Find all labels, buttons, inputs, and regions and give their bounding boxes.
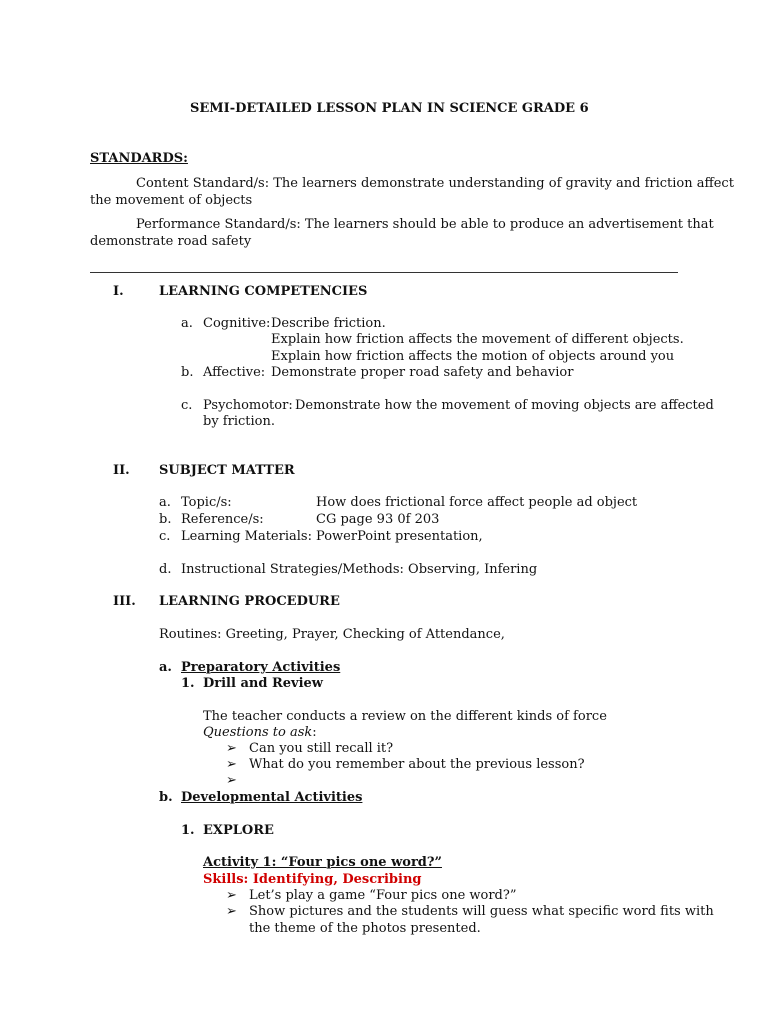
divider — [90, 272, 678, 273]
affective-text: Demonstrate proper road safety and behavior — [271, 365, 574, 380]
preparatory-heading: Preparatory Activities — [181, 660, 341, 675]
psychomotor-marker: c. — [181, 398, 193, 413]
subject-item-marker: b. — [159, 512, 172, 527]
affective-label: Affective: — [203, 365, 266, 380]
subject-item-marker: a. — [159, 495, 171, 510]
cognitive-label: Cognitive: — [203, 316, 271, 331]
psychomotor-line2: by friction. — [203, 414, 275, 429]
subject-item-label: Topic/s: — [181, 495, 232, 510]
page-title: SEMI-DETAILED LESSON PLAN IN SCIENCE GRADE 6 — [190, 101, 589, 116]
developmental-marker: b. — [159, 790, 173, 805]
subject-item-value: PowerPoint presentation, — [316, 529, 483, 544]
preparatory-marker: a. — [159, 660, 172, 675]
arrow-bullet-icon: ➢ — [226, 904, 237, 919]
routines-text: Routines: Greeting, Prayer, Checking of Attendance, — [159, 627, 505, 642]
question-item: What do you remember about the previous lesson? — [249, 757, 585, 772]
explore-number: 1. — [181, 823, 195, 838]
psychomotor-line1: Demonstrate how the movement of moving objects are affected — [295, 398, 714, 413]
questions-label — [203, 725, 317, 741]
arrow-bullet-icon: ➢ — [226, 888, 237, 903]
strategies-marker: d. — [159, 562, 172, 577]
strategies-text: Instructional Strategies/Methods: Observing, Infering — [181, 562, 538, 577]
cognitive-marker: a. — [181, 316, 193, 331]
arrow-bullet-icon: ➢ — [226, 757, 237, 772]
arrow-bullet-icon: ➢ — [226, 741, 237, 756]
section2-numeral: II. — [113, 463, 130, 478]
section3-heading: LEARNING PROCEDURE — [159, 594, 340, 609]
developmental-heading: Developmental Activities — [181, 790, 363, 805]
section1-heading: LEARNING COMPETENCIES — [159, 284, 368, 299]
drill-number: 1. — [181, 676, 195, 691]
section3-numeral: III. — [113, 594, 136, 609]
content-standard-line1: Content Standard/s: The learners demonstrate understanding of gravity and friction affect — [136, 176, 734, 191]
content-standard-line2: the movement of objects — [90, 193, 253, 208]
psychomotor-label: Psychomotor: — [203, 398, 293, 413]
questions-label-text: Questions to ask — [203, 725, 313, 740]
performance-standard-line2: demonstrate road safety — [90, 234, 252, 249]
section2-heading: SUBJECT MATTER — [159, 463, 295, 478]
drill-heading: Drill and Review — [203, 676, 323, 691]
activity-bullet-continued: the theme of the photos presented. — [249, 921, 481, 936]
subject-item-value: How does frictional force affect people ad object — [316, 495, 638, 510]
activity-title: Activity 1: “Four pics one word?” — [203, 855, 442, 870]
activity-bullet: Let’s play a game “Four pics one word?” — [249, 888, 517, 903]
subject-item-marker: c. — [159, 529, 171, 544]
subject-item-value: CG page 93 0f 203 — [316, 512, 440, 527]
explore-heading: EXPLORE — [203, 823, 274, 838]
arrow-bullet-icon: ➢ — [226, 773, 237, 788]
drill-text: The teacher conducts a review on the different kinds of force — [203, 709, 607, 724]
cognitive-line-1: Describe friction. — [271, 316, 386, 331]
activity-bullet: Show pictures and the students will guess what specific word fits with — [249, 904, 714, 919]
activity-skills: Skills: Identifying, Describing — [203, 872, 422, 887]
subject-item-label: Reference/s: — [181, 512, 264, 527]
affective-marker: b. — [181, 365, 194, 380]
question-item: Can you still recall it? — [249, 741, 394, 756]
cognitive-line-2: Explain how friction affects the movement of different objects. — [271, 332, 684, 347]
cognitive-line-3: Explain how friction affects the motion of objects around you — [271, 349, 675, 364]
performance-standard-line1: Performance Standard/s: The learners should be able to produce an advertisement that — [136, 217, 714, 232]
section1-numeral: I. — [113, 284, 124, 299]
subject-item-label: Learning Materials: — [181, 529, 312, 544]
standards-heading: STANDARDS: — [90, 151, 188, 166]
questions-label-colon: : — [312, 725, 317, 740]
